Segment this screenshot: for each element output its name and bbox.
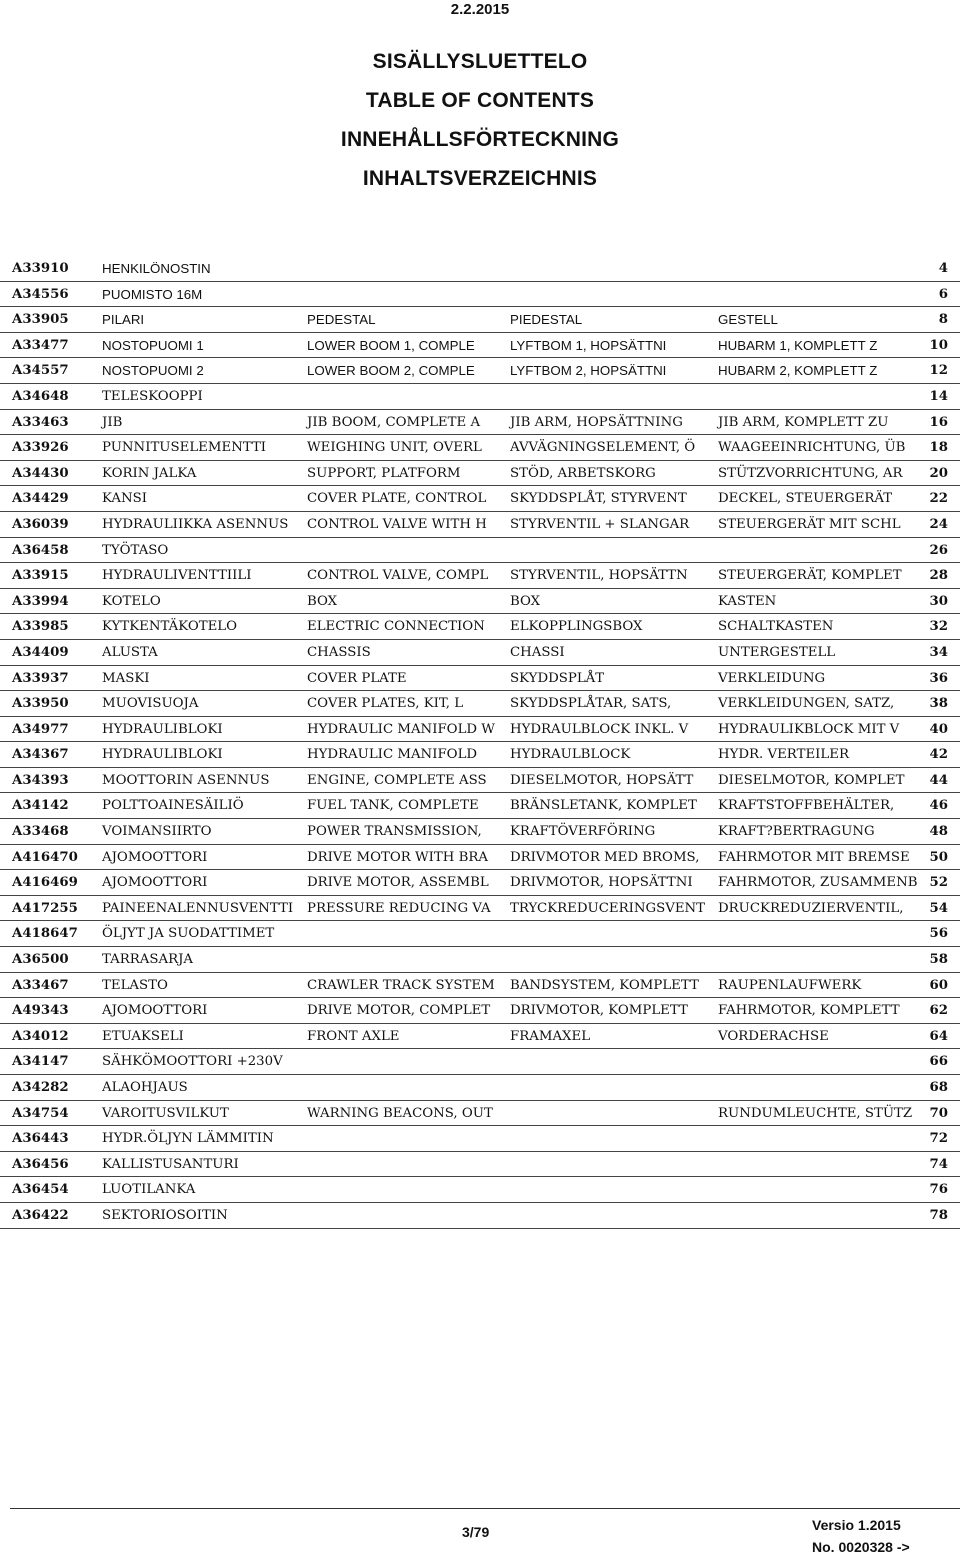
entry-english: FRONT AXLE	[307, 1028, 400, 1044]
entry-finnish: TARRASARJA	[102, 952, 194, 968]
toc-row[interactable]	[0, 870, 960, 896]
entry-english: LOWER BOOM 1, COMPLE	[307, 337, 475, 353]
toc-row[interactable]	[0, 973, 960, 999]
entry-swedish: BANDSYSTEM, KOMPLETT	[510, 977, 699, 993]
toc-row[interactable]	[0, 691, 960, 717]
entry-page: 54	[929, 900, 948, 916]
entry-code: A33905	[12, 312, 69, 328]
toc-row[interactable]	[0, 1177, 960, 1203]
entry-english: WEIGHING UNIT, OVERL	[307, 440, 482, 456]
entry-german: UNTERGESTELL	[718, 644, 836, 660]
entry-german: KASTEN	[718, 593, 777, 609]
entry-english: COVER PLATE	[307, 670, 407, 686]
entry-swedish: SKYDDSPLÅT	[510, 670, 605, 686]
entry-finnish: KYTKENTÄKOTELO	[102, 619, 238, 635]
toc-row[interactable]	[0, 1152, 960, 1178]
toc-row[interactable]	[0, 666, 960, 692]
entry-english: WARNING BEACONS, OUT	[307, 1105, 493, 1121]
entry-finnish: KOTELO	[102, 593, 161, 609]
entry-swedish: BOX	[510, 593, 541, 609]
entry-finnish: HYDRAULIVENTTIILI	[102, 568, 252, 584]
entry-german: DIESELMOTOR, KOMPLET	[718, 772, 905, 788]
entry-code: A33463	[12, 414, 69, 430]
toc-row[interactable]	[0, 307, 960, 333]
entry-page: 68	[929, 1080, 948, 1095]
entry-page: 28	[929, 568, 948, 584]
entry-code: A36454	[12, 1182, 69, 1198]
entry-swedish: HYDRAULBLOCK INKL. V	[510, 721, 689, 737]
entry-english: LOWER BOOM 2, COMPLE	[307, 363, 475, 379]
entry-page: 18	[929, 440, 948, 456]
toc-row[interactable]	[0, 333, 960, 359]
entry-german: STEUERGERÄT MIT SCHL	[718, 516, 901, 532]
entry-code: A33477	[12, 337, 69, 353]
entry-code: A33468	[12, 824, 69, 840]
entry-code: A33937	[12, 670, 69, 686]
entry-page: 10	[929, 337, 948, 353]
entry-code: A34754	[12, 1105, 69, 1121]
entry-swedish: AVVÄGNINGSELEMENT, Ö	[510, 440, 696, 456]
entry-code: A36443	[12, 1131, 69, 1147]
toc-row[interactable]	[0, 921, 960, 947]
entry-english: PEDESTAL	[307, 312, 376, 328]
entry-german: RAUPENLAUFWERK	[718, 977, 862, 993]
entry-finnish: POLTTOAINESÄILIÖ	[102, 798, 244, 814]
entry-code: A34282	[12, 1080, 69, 1095]
entry-english: PRESSURE REDUCING VA	[307, 900, 491, 916]
toc-row[interactable]	[0, 947, 960, 973]
entry-page: 70	[929, 1105, 948, 1121]
entry-german: HYDRAULIKBLOCK MIT V	[718, 721, 900, 737]
entry-swedish: BRÄNSLETANK, KOMPLET	[510, 798, 697, 814]
toc-row[interactable]	[0, 742, 960, 768]
toc-row[interactable]	[0, 614, 960, 640]
entry-finnish: KORIN JALKA	[102, 465, 197, 481]
entry-swedish: SKYDDSPLÅT, STYRVENT	[510, 491, 687, 507]
entry-finnish: TELASTO	[102, 977, 168, 993]
entry-page: 66	[929, 1054, 948, 1070]
entry-swedish: DIESELMOTOR, HOPSÄTT	[510, 772, 694, 788]
toc-row[interactable]	[0, 1049, 960, 1075]
entry-german: HYDR. VERTEILER	[718, 747, 849, 763]
entry-german: DRUCKREDUZIERVENTIL,	[718, 900, 904, 916]
entry-english: CONTROL VALVE, COMPL	[307, 568, 489, 584]
version-label: Versio 1.2015	[812, 1517, 901, 1533]
entry-finnish: TYÖTASO	[102, 542, 169, 558]
entry-page: 20	[929, 465, 948, 481]
entry-swedish: PIEDESTAL	[510, 312, 583, 328]
entry-finnish: HYDRAULIIKKA ASENNUS	[102, 516, 289, 532]
toc-row[interactable]	[0, 998, 960, 1024]
entry-code: A33950	[12, 696, 69, 712]
entry-code: A33994	[12, 593, 69, 609]
entry-english: CRAWLER TRACK SYSTEM	[307, 977, 495, 993]
entry-finnish: NOSTOPUOMI 1	[102, 337, 204, 353]
entry-english: JIB BOOM, COMPLETE A	[307, 414, 481, 430]
entry-swedish: LYFTBOM 1, HOPSÄTTNI	[510, 337, 667, 353]
entry-code: A34557	[12, 363, 69, 379]
entry-code: A34142	[12, 798, 69, 814]
entry-english: ELECTRIC CONNECTION	[307, 619, 485, 635]
entry-english: DRIVE MOTOR WITH BRA	[307, 849, 488, 865]
entry-finnish: HENKILÖNOSTIN	[102, 261, 211, 276]
entry-code: A36500	[12, 952, 69, 968]
entry-page: 4	[938, 261, 948, 276]
title-swedish: INNEHÅLLSFÖRTECKNING	[340, 128, 620, 151]
toc-row[interactable]	[0, 512, 960, 538]
entry-code: A417255	[12, 900, 78, 916]
toc-row[interactable]	[0, 1101, 960, 1127]
entry-finnish: SEKTORIOSOITIN	[102, 1207, 228, 1223]
entry-german: VERKLEIDUNGEN, SATZ,	[718, 696, 895, 712]
entry-code: A34012	[12, 1028, 69, 1044]
entry-page: 60	[929, 977, 948, 993]
entry-english: SUPPORT, PLATFORM	[307, 465, 461, 481]
toc-row[interactable]	[0, 640, 960, 666]
entry-page: 6	[938, 286, 948, 302]
entry-finnish: MASKI	[102, 670, 150, 686]
entry-page: 78	[929, 1207, 948, 1223]
entry-code: A36456	[12, 1156, 69, 1172]
entry-swedish: CHASSI	[510, 644, 565, 660]
entry-finnish: AJOMOOTTORI	[102, 875, 208, 891]
entry-finnish: SÄHKÖMOOTTORI +230V	[102, 1054, 283, 1070]
entry-code: A36039	[12, 516, 69, 532]
toc-row[interactable]	[0, 435, 960, 461]
entry-page: 38	[929, 696, 948, 712]
entry-english: CONTROL VALVE WITH H	[307, 516, 487, 532]
entry-code: A34648	[12, 388, 69, 404]
entry-finnish: ALUSTA	[102, 644, 158, 660]
entry-finnish: ETUAKSELI	[102, 1028, 184, 1044]
entry-page: 36	[929, 670, 948, 686]
toc-row[interactable]	[0, 282, 960, 308]
entry-page: 64	[929, 1028, 948, 1044]
entry-code: A33985	[12, 619, 69, 635]
entry-page: 24	[929, 516, 948, 532]
toc-row[interactable]	[0, 461, 960, 487]
entry-page: 14	[929, 388, 948, 404]
entry-swedish: STYRVENTIL + SLANGAR	[510, 516, 690, 532]
page-number: 3/79	[462, 1524, 490, 1540]
entry-page: 74	[929, 1156, 948, 1172]
title-finnish: SISÄLLYSLUETTELO	[372, 50, 588, 73]
entry-page: 46	[929, 798, 948, 814]
entry-code: A34393	[12, 772, 69, 788]
entry-code: A33926	[12, 440, 69, 456]
entry-page: 52	[929, 875, 948, 891]
entry-swedish: FRAMAXEL	[510, 1028, 591, 1044]
entry-german: VERKLEIDUNG	[718, 670, 826, 686]
entry-swedish: LYFTBOM 2, HOPSÄTTNI	[510, 363, 667, 379]
entry-finnish: HYDRAULIBLOKI	[102, 721, 223, 737]
toc-row[interactable]	[0, 358, 960, 384]
title-english: TABLE OF CONTENTS	[365, 89, 595, 112]
entry-code: A36458	[12, 542, 69, 558]
entry-german: JIB ARM, KOMPLETT ZU	[718, 414, 889, 430]
toc-row[interactable]	[0, 819, 960, 845]
toc-row[interactable]	[0, 589, 960, 615]
entry-page: 30	[929, 593, 948, 609]
entry-finnish: MUOVISUOJA	[102, 696, 199, 712]
entry-swedish: ELKOPPLINGSBOX	[510, 619, 643, 635]
entry-english: BOX	[307, 593, 338, 609]
header-date: 2.2.2015	[450, 1, 510, 18]
entry-german: FAHRMOTOR, ZUSAMMENB	[718, 875, 918, 891]
entry-german: STÜTZVORRICHTUNG, AR	[718, 465, 903, 481]
entry-swedish: DRIVMOTOR, KOMPLETT	[510, 1003, 688, 1019]
entry-page: 16	[929, 414, 948, 430]
entry-code: A34367	[12, 747, 69, 763]
entry-code: A49343	[12, 1003, 69, 1019]
entry-page: 22	[929, 491, 948, 507]
entry-finnish: ALAOHJAUS	[102, 1080, 188, 1095]
entry-page: 42	[929, 747, 948, 763]
entry-german: WAAGEEINRICHTUNG, ÜB	[718, 440, 906, 456]
entry-finnish: AJOMOOTTORI	[102, 849, 208, 865]
entry-finnish: NOSTOPUOMI 2	[102, 363, 204, 379]
document-number: No. 0020328 ->	[812, 1539, 910, 1555]
entry-german: VORDERACHSE	[718, 1028, 829, 1044]
entry-page: 26	[929, 542, 948, 558]
entry-english: COVER PLATE, CONTROL	[307, 491, 487, 507]
entry-english: FUEL TANK, COMPLETE	[307, 798, 479, 814]
entry-swedish: KRAFTÖVERFÖRING	[510, 824, 656, 840]
entry-page: 48	[929, 824, 948, 840]
entry-page: 8	[938, 312, 948, 328]
entry-german: HUBARM 1, KOMPLETT Z	[718, 337, 878, 353]
toc-row[interactable]	[0, 256, 960, 282]
entry-finnish: TELESKOOPPI	[102, 388, 203, 404]
entry-swedish: JIB ARM, HOPSÄTTNING	[510, 414, 683, 430]
entry-finnish: PAINEENALENNUSVENTTI	[102, 900, 294, 916]
entry-code: A34430	[12, 465, 69, 481]
entry-finnish: PUNNITUSELEMENTTI	[102, 440, 267, 456]
entry-finnish: HYDR.ÖLJYN LÄMMITIN	[102, 1131, 274, 1147]
entry-page: 44	[929, 772, 948, 788]
entry-finnish: KALLISTUSANTURI	[102, 1156, 239, 1172]
toc-row[interactable]	[0, 384, 960, 410]
entry-code: A418647	[12, 926, 78, 942]
entry-code: A416470	[12, 849, 78, 865]
entry-code: A416469	[12, 875, 78, 891]
toc-row[interactable]	[0, 768, 960, 794]
entry-swedish: DRIVMOTOR, HOPSÄTTNI	[510, 875, 693, 891]
toc-row[interactable]	[0, 1203, 960, 1229]
toc-row[interactable]	[0, 538, 960, 564]
entry-page: 72	[929, 1131, 948, 1147]
entry-swedish: HYDRAULBLOCK	[510, 747, 631, 763]
entry-page: 34	[929, 644, 948, 660]
entry-english: ENGINE, COMPLETE ASS	[307, 772, 487, 788]
entry-english: HYDRAULIC MANIFOLD W	[307, 721, 495, 737]
entry-german: FAHRMOTOR MIT BREMSE	[718, 849, 910, 865]
entry-german: RUNDUMLEUCHTE, STÜTZ	[718, 1105, 913, 1121]
entry-english: DRIVE MOTOR, ASSEMBL	[307, 875, 489, 891]
toc-row[interactable]	[0, 410, 960, 436]
entry-code: A33910	[12, 261, 69, 276]
entry-english: DRIVE MOTOR, COMPLET	[307, 1003, 491, 1019]
entry-code: A36422	[12, 1207, 69, 1223]
entry-page: 40	[929, 721, 948, 737]
entry-german: KRAFT?BERTRAGUNG	[718, 824, 875, 840]
entry-english: POWER TRANSMISSION,	[307, 824, 482, 840]
entry-code: A33915	[12, 568, 69, 584]
entry-code: A34556	[12, 286, 69, 302]
entry-page: 12	[929, 363, 948, 379]
toc-row[interactable]	[0, 486, 960, 512]
toc-row[interactable]	[0, 1024, 960, 1050]
entry-finnish: JIB	[102, 414, 123, 430]
entry-english: CHASSIS	[307, 644, 371, 660]
entry-german: KRAFTSTOFFBEHÄLTER,	[718, 798, 895, 814]
entry-page: 58	[929, 952, 948, 968]
entry-code: A34429	[12, 491, 69, 507]
entry-page: 50	[929, 849, 948, 865]
entry-finnish: VOIMANSIIRTO	[102, 824, 212, 840]
table-of-contents	[0, 256, 960, 1229]
entry-german: FAHRMOTOR, KOMPLETT	[718, 1003, 900, 1019]
entry-finnish: LUOTILANKA	[102, 1182, 196, 1198]
toc-row[interactable]	[0, 563, 960, 589]
entry-swedish: DRIVMOTOR MED BROMS,	[510, 849, 700, 865]
footer-divider	[10, 1508, 960, 1509]
entry-swedish: SKYDDSPLÅTAR, SATS,	[510, 696, 672, 712]
toc-row[interactable]	[0, 1075, 960, 1101]
entry-code: A33467	[12, 977, 69, 993]
entry-german: GESTELL	[718, 312, 778, 328]
entry-finnish: AJOMOOTTORI	[102, 1003, 208, 1019]
entry-swedish: TRYCKREDUCERINGSVENT	[510, 900, 706, 916]
entry-german: SCHALTKASTEN	[718, 619, 834, 635]
entry-code: A34977	[12, 721, 69, 737]
entry-page: 56	[929, 926, 948, 942]
title-block	[0, 46, 960, 202]
entry-german: STEUERGERÄT, KOMPLET	[718, 568, 902, 584]
entry-finnish: MOOTTORIN ASENNUS	[102, 772, 270, 788]
toc-row[interactable]	[0, 845, 960, 871]
toc-row[interactable]	[0, 793, 960, 819]
entry-english: COVER PLATES, KIT, L	[307, 696, 464, 712]
entry-german: HUBARM 2, KOMPLETT Z	[718, 363, 878, 379]
toc-row[interactable]	[0, 1126, 960, 1152]
entry-finnish: PILARI	[102, 312, 145, 328]
entry-german: DECKEL, STEUERGERÄT	[718, 491, 893, 507]
entry-english: HYDRAULIC MANIFOLD	[307, 747, 478, 763]
entry-finnish: PUOMISTO 16M	[102, 286, 203, 302]
title-german: INHALTSVERZEICHNIS	[362, 167, 598, 190]
entry-code: A34147	[12, 1054, 69, 1070]
entry-finnish: HYDRAULIBLOKI	[102, 747, 223, 763]
entry-finnish: ÖLJYT JA SUODATTIMET	[102, 926, 275, 942]
entry-swedish: STÖD, ARBETSKORG	[510, 465, 656, 481]
entry-finnish: VAROITUSVILKUT	[102, 1105, 229, 1121]
toc-row[interactable]	[0, 717, 960, 743]
entry-page: 62	[929, 1003, 948, 1019]
toc-row[interactable]	[0, 896, 960, 922]
entry-page: 32	[929, 619, 948, 635]
entry-swedish: STYRVENTIL, HOPSÄTTN	[510, 568, 688, 584]
entry-finnish: KANSI	[102, 491, 147, 507]
entry-page: 76	[929, 1182, 948, 1198]
entry-code: A34409	[12, 644, 69, 660]
